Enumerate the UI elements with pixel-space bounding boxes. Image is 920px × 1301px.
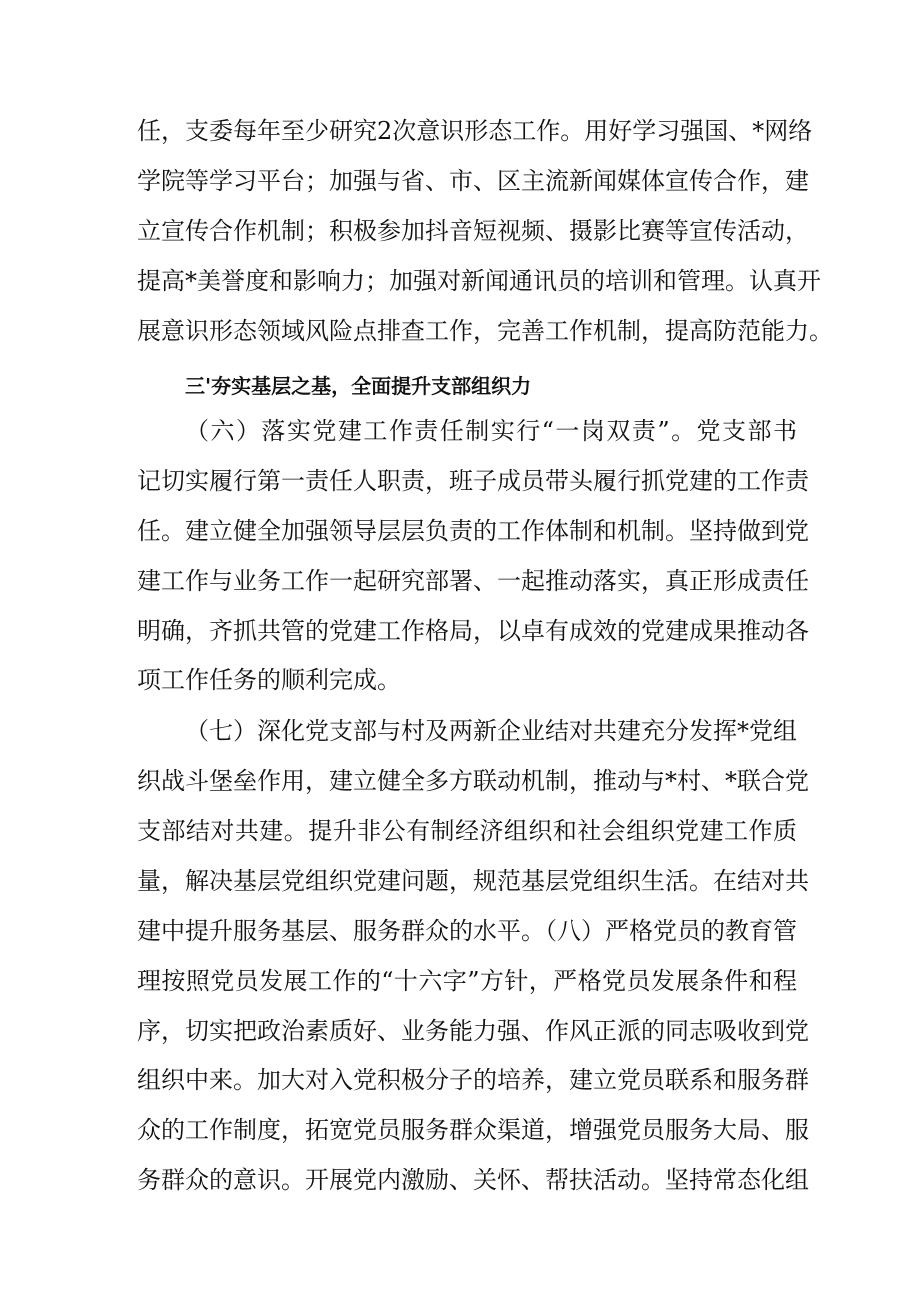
paragraph-line: 众的工作制度，拓宽党员服务群众渠道，增强党员服务大局、服: [137, 1116, 809, 1144]
paragraph-line: 理按照党员发展工作的“十六字”方针，严格党员发展条件和程: [137, 967, 797, 995]
paragraph-line: 学院等学习平台；加强与省、市、区主流新闻媒体宣传合作，建: [137, 167, 809, 195]
paragraph-line: 立宣传合作机制；积极参加抖音短视频、摄影比赛等宣传活动，: [137, 217, 809, 245]
paragraph-line: 任。建立健全加强领导层层负责的工作体制和机制。坚持做到党: [137, 517, 809, 545]
paragraph-line: （七）深化党支部与村及两新企业结对共建充分发挥*党组: [185, 717, 797, 745]
paragraph-line: 量，解决基层党组织党建问题，规范基层党组织生活。在结对共: [137, 867, 809, 895]
paragraph-line: 建工作与业务工作一起研究部署、一起推动落实，真正形成责任: [137, 567, 809, 595]
paragraph-line: 织战斗堡垒作用，建立健全多方联动机制，推动与*村、*联合党: [137, 767, 809, 795]
paragraph-line: 展意识形态领域风险点排查工作，完善工作机制，提高防范能力。: [137, 317, 833, 345]
paragraph-line: 建中提升服务基层、服务群众的水平。（八）严格党员的教育管: [137, 917, 797, 945]
paragraph-line: 序，切实把政治素质好、业务能力强、作风正派的同志吸收到党: [137, 1017, 809, 1045]
paragraph-line: 任，支委每年至少研究2次意识形态工作。用好学习强国、*网络: [137, 117, 813, 145]
paragraph-line: 支部结对共建。提升非公有制经济组织和社会组织党建工作质: [137, 817, 797, 845]
paragraph-line: 务群众的意识。开展党内激励、关怀、帮扶活动。坚持常态化组: [137, 1166, 809, 1194]
paragraph-line: （六）落实党建工作责任制实行“一岗双责”。党支部书: [185, 417, 797, 445]
paragraph-line: 组织中来。加大对入党积极分子的培养，建立党员联系和服务群: [137, 1066, 809, 1094]
section-heading: 三'夯实基层之基，全面提升支部组织力: [185, 374, 532, 398]
paragraph-line: 提高*美誉度和影响力；加强对新闻通讯员的培训和管理。认真开: [137, 267, 821, 295]
paragraph-line: 记切实履行第一责任人职责，班子成员带头履行抓党建的工作责: [137, 467, 809, 495]
paragraph-line: 项工作任务的顺利完成。: [137, 666, 401, 694]
paragraph-line: 明确，齐抓共管的党建工作格局，以卓有成效的党建成果推动各: [137, 617, 809, 645]
